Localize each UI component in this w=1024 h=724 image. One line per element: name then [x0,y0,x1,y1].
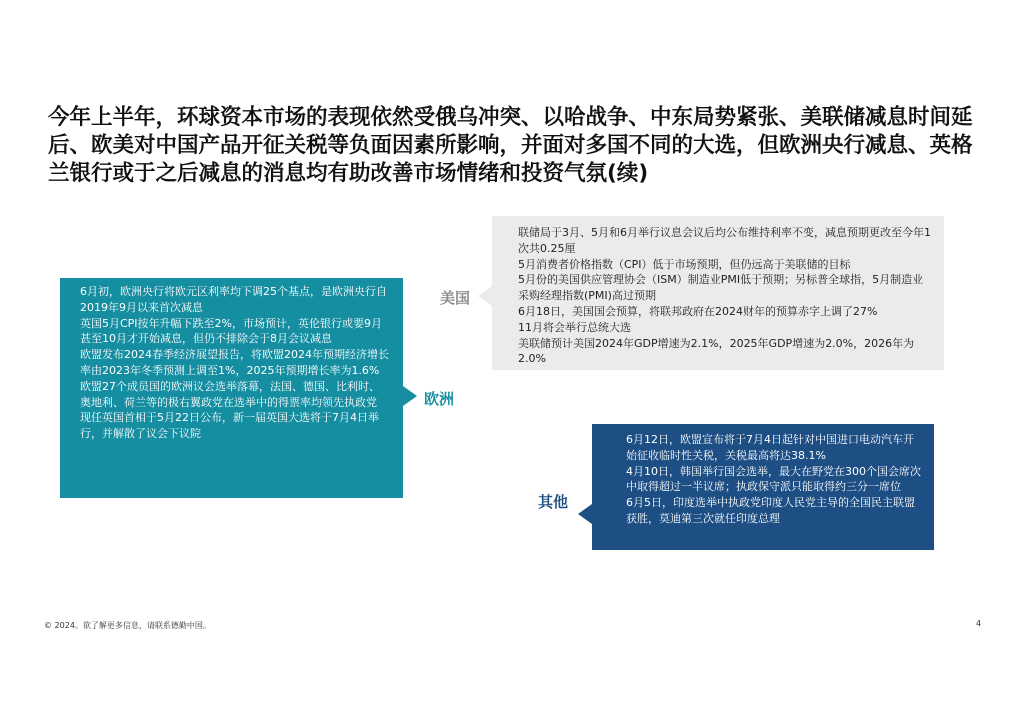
eu-item: 6月初，欧洲央行将欧元区利率均下调25个基点，是欧洲央行自2019年9月以来首次减息 [80,285,387,314]
page-number: 4 [976,619,982,628]
eu-item: 英国5月CPI按年升幅下跌至2%，市场预计，英伦银行或要9月甚至10月才开始减息，但仍不排除会于8月会议减息 [80,316,383,346]
footer-copyright: © 2024。欲了解更多信息，请联系德勤中国。 [44,621,211,630]
us-item: 美联储预计美国2024年GDP增速为2.1%，2025年GDP增速为2.0%，2026年为2.0% [518,336,915,366]
eu-info-box [60,278,403,498]
other-item: 6月5日，印度选举中执政党印度人民党主导的全国民主联盟获胜，莫迪第三次就任印度总理 [626,496,915,525]
other-item: 4月10日，韩国举行国会选举，最大在野党在300个国会席次中取得超过一半议席；执政保守派只能取得约三分一席位 [626,464,921,494]
eu-item: 欧盟27个成员国的欧洲议会选举落幕，法国、德国、比利时、奥地利、荷兰等的极右翼政党在选举中的得票率均领先执政党 [80,379,380,409]
us-item: 联储局于3月、5月和6月举行议息会议后均公布维持利率不变，减息预期更改至今年1次共0.25厘 [518,226,931,255]
us-label: 美国 [440,289,471,307]
us-item: 5月消费者价格指数（CPI）低于市场预期，但仍远高于美联储的目标 [518,257,851,271]
eu-item: 欧盟发布2024春季经济展望报告，将欧盟2024年预期经济增长率由2023年冬季预测上调至1%，2025年预期增长率为1.6% [80,348,389,377]
us-info-box [492,216,944,370]
us-item: 11月将会举行总统大选 [518,320,631,334]
us-item: 6月18日，美国国会预算，将联邦政府在2024财年的预算赤字上调了27% [518,304,878,318]
other-item: 6月12日，欧盟宣布将于7月4日起针对中国进口电动汽车开始征收临时性关税，关税最高将达38.1% [626,433,914,462]
eu-item: 现任英国首相于5月22日公布，新一届英国大选将于7月4日举行，并解散了议会下议院 [80,411,379,441]
eu-label: 欧洲 [424,390,455,408]
us-item: 5月份的美国供应管理协会（ISM）制造业PMI低于预期；另标普全球指，5月制造业采购经理指数(PMI)高过预期 [518,273,924,303]
other-info-box [592,424,934,550]
other-label: 其他 [538,493,569,511]
page-title: 今年上半年，环球资本市场的表现依然受俄乌冲突、以哈战争、中东局势紧张、美联储减息时间延后、欧美对中国产品开征关税等负面因素所影响，并面对多国不同的大选，但欧洲央行减息、英格兰银行或于之后减息的消息均有助改善市场情绪和投资气氛(续) [48,105,973,186]
